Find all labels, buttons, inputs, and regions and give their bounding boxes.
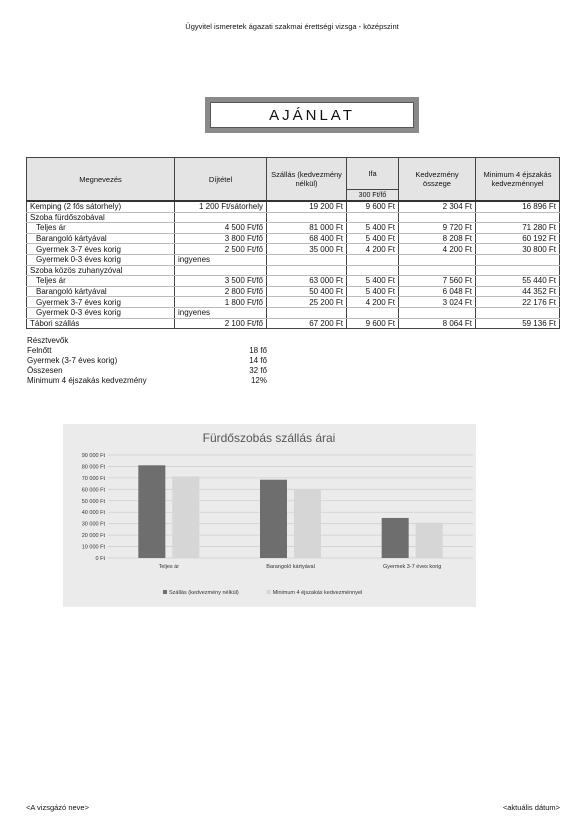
cell-rate: 3 500 Ft/fő [175, 276, 267, 287]
col-header-ifa: Ifa [347, 158, 399, 190]
cell-discount [399, 212, 476, 223]
cell-discount: 8 064 Ft [399, 318, 476, 329]
param-row [27, 356, 267, 366]
cell-lodging: 81 000 Ft [267, 223, 347, 234]
x-tick-label: Teljes ár [158, 564, 180, 570]
y-tick-label: 0 Ft [95, 556, 105, 562]
cell-ifa [347, 254, 399, 265]
cell-ifa: 5 400 Ft [347, 223, 399, 234]
cell-lodging: 35 000 Ft [267, 244, 347, 255]
cell-discount: 3 024 Ft [399, 297, 476, 308]
y-tick-label: 50 000 Ft [81, 498, 105, 505]
cell-lodging: 19 200 Ft [267, 201, 347, 212]
y-tick-label: 70 000 Ft [81, 475, 105, 482]
cell-discount: 8 208 Ft [399, 233, 476, 244]
table-row [27, 318, 560, 329]
cell-lodging: 50 400 Ft [267, 286, 347, 297]
cell-lodging [267, 307, 347, 318]
param-value: 32 fő [249, 366, 267, 375]
cell-lodging: 68 400 Ft [267, 233, 347, 244]
cell-final [476, 212, 560, 223]
param-label: Minimum 4 éjszakás kedvezmény [27, 376, 147, 385]
param-row [27, 366, 267, 376]
y-tick-label: 90 000 Ft [81, 453, 105, 459]
cell-lodging [267, 254, 347, 265]
current-date: <aktuális dátum> [502, 803, 560, 812]
param-row [27, 346, 267, 356]
chart-title: Fürdőszobás szállás árai [202, 431, 336, 445]
param-label: Résztvevők [27, 336, 69, 345]
cell-ifa: 9 600 Ft [347, 201, 399, 212]
page-title: AJÁNLAT [210, 102, 414, 128]
param-value: 14 fő [249, 356, 267, 365]
cell-name: Gyermek 3-7 éves korig [27, 297, 175, 308]
col-header-final: Minimum 4 éjszakás kedvezménnyel [476, 158, 560, 202]
table-row [27, 297, 560, 308]
bar [172, 476, 199, 558]
table-row [27, 244, 560, 255]
cell-discount [399, 254, 476, 265]
cell-name: Tábori szállás [27, 318, 175, 329]
x-tick-label: Barangoló kártyával [266, 564, 315, 570]
cell-final: 59 136 Ft [476, 318, 560, 329]
y-tick-label: 40 000 Ft [81, 510, 105, 517]
cell-rate: 4 500 Ft/fő [175, 223, 267, 234]
cell-rate [175, 212, 267, 223]
table-row [27, 233, 560, 244]
cell-lodging [267, 265, 347, 276]
cell-name: Gyermek 3-7 éves korig [27, 244, 175, 255]
cell-final: 71 280 Ft [476, 223, 560, 234]
bar [382, 518, 409, 558]
table-row [27, 223, 560, 234]
cell-ifa [347, 265, 399, 276]
bar-chart [63, 424, 476, 607]
y-tick-label: 80 000 Ft [81, 464, 105, 471]
cell-lodging [267, 212, 347, 223]
cell-final [476, 254, 560, 265]
cell-name: Barangoló kártyával [27, 286, 175, 297]
cell-name: Gyermek 0-3 éves korig [27, 254, 175, 265]
param-label: Összesen [27, 366, 63, 375]
cell-ifa: 5 400 Ft [347, 286, 399, 297]
cell-discount [399, 265, 476, 276]
bar [260, 480, 287, 558]
cell-name: Kemping (2 fős sátorhely) [27, 201, 175, 212]
cell-final: 55 440 Ft [476, 276, 560, 287]
cell-name: Szoba fürdőszobával [27, 212, 175, 223]
cell-discount [399, 307, 476, 318]
cell-discount: 4 200 Ft [399, 244, 476, 255]
x-tick-label: Gyermek 3-7 éves korig [382, 564, 442, 570]
cell-ifa: 9 600 Ft [347, 318, 399, 329]
cell-rate [175, 265, 267, 276]
cell-lodging: 67 200 Ft [267, 318, 347, 329]
cell-final [476, 307, 560, 318]
y-tick-label: 10 000 Ft [81, 544, 105, 551]
cell-discount: 6 048 Ft [399, 286, 476, 297]
bar [138, 465, 165, 558]
cell-lodging: 25 200 Ft [267, 297, 347, 308]
y-tick-label: 20 000 Ft [81, 533, 105, 540]
bar [416, 523, 443, 558]
ifa-rate: 300 Ft/fő [347, 190, 399, 202]
cell-name: Szoba közös zuhanyzóval [27, 265, 175, 276]
param-label: Gyermek (3-7 éves korig) [27, 356, 118, 365]
param-label: Felnőtt [27, 346, 52, 355]
cell-rate: 3 800 Ft/fő [175, 233, 267, 244]
cell-ifa: 5 400 Ft [347, 276, 399, 287]
legend-swatch [267, 590, 271, 594]
cell-name: Teljes ár [27, 276, 175, 287]
param-value: 18 fő [249, 346, 267, 355]
title-box [205, 97, 419, 133]
cell-rate: 2 800 Ft/fő [175, 286, 267, 297]
table-row [27, 307, 560, 318]
cell-rate: 2 100 Ft/fő [175, 318, 267, 329]
cell-discount: 9 720 Ft [399, 223, 476, 234]
cell-rate: ingyenes [175, 254, 267, 265]
cell-ifa [347, 212, 399, 223]
examinee-name: <A vizsgázó neve> [26, 803, 89, 812]
table-row [27, 265, 560, 276]
col-header-discount: Kedvezmény összege [399, 158, 476, 202]
table-row [27, 276, 560, 287]
cell-rate: 2 500 Ft/fő [175, 244, 267, 255]
cell-rate: 1 800 Ft/fő [175, 297, 267, 308]
bar [294, 489, 321, 558]
cell-final: 44 352 Ft [476, 286, 560, 297]
cell-final: 60 192 Ft [476, 233, 560, 244]
param-row [27, 376, 267, 386]
table-row [27, 286, 560, 297]
table-row [27, 212, 560, 223]
table-body [27, 201, 560, 329]
cell-rate: ingyenes [175, 307, 267, 318]
cell-ifa: 5 400 Ft [347, 233, 399, 244]
cell-name: Gyermek 0-3 éves korig [27, 307, 175, 318]
cell-name: Barangoló kártyával [27, 233, 175, 244]
table-row [27, 201, 560, 212]
param-value: 12% [250, 376, 267, 385]
legend-label: Minimum 4 éjszakás kedvezménnyel [272, 590, 363, 596]
chart-canvas [63, 424, 476, 607]
cell-ifa [347, 307, 399, 318]
param-row [27, 336, 267, 346]
cell-lodging: 63 000 Ft [267, 276, 347, 287]
parameters-block [27, 336, 267, 386]
y-tick-label: 60 000 Ft [81, 487, 105, 494]
cell-ifa: 4 200 Ft [347, 297, 399, 308]
col-header-rate: Díjtétel [175, 158, 267, 202]
page-header: Ügyvitel ismeretek ágazati szakmai érettségi vizsga - középszint [185, 22, 399, 31]
cell-name: Teljes ár [27, 223, 175, 234]
col-header-lodging: Szállás (kedvezmény nélkül) [267, 158, 347, 202]
col-header-name: Megnevezés [27, 158, 175, 202]
cell-final: 30 800 Ft [476, 244, 560, 255]
legend-swatch [163, 590, 167, 594]
cell-final [476, 265, 560, 276]
cell-final: 22 176 Ft [476, 297, 560, 308]
cell-rate: 1 200 Ft/sátorhely [175, 201, 267, 212]
cell-ifa: 4 200 Ft [347, 244, 399, 255]
legend-label: Szállás (kedvezmény nélkül) [169, 590, 239, 596]
cell-discount: 2 304 Ft [399, 201, 476, 212]
offer-table [26, 157, 560, 329]
table-row [27, 254, 560, 265]
y-tick-label: 30 000 Ft [81, 521, 105, 528]
cell-final: 16 896 Ft [476, 201, 560, 212]
cell-discount: 7 560 Ft [399, 276, 476, 287]
